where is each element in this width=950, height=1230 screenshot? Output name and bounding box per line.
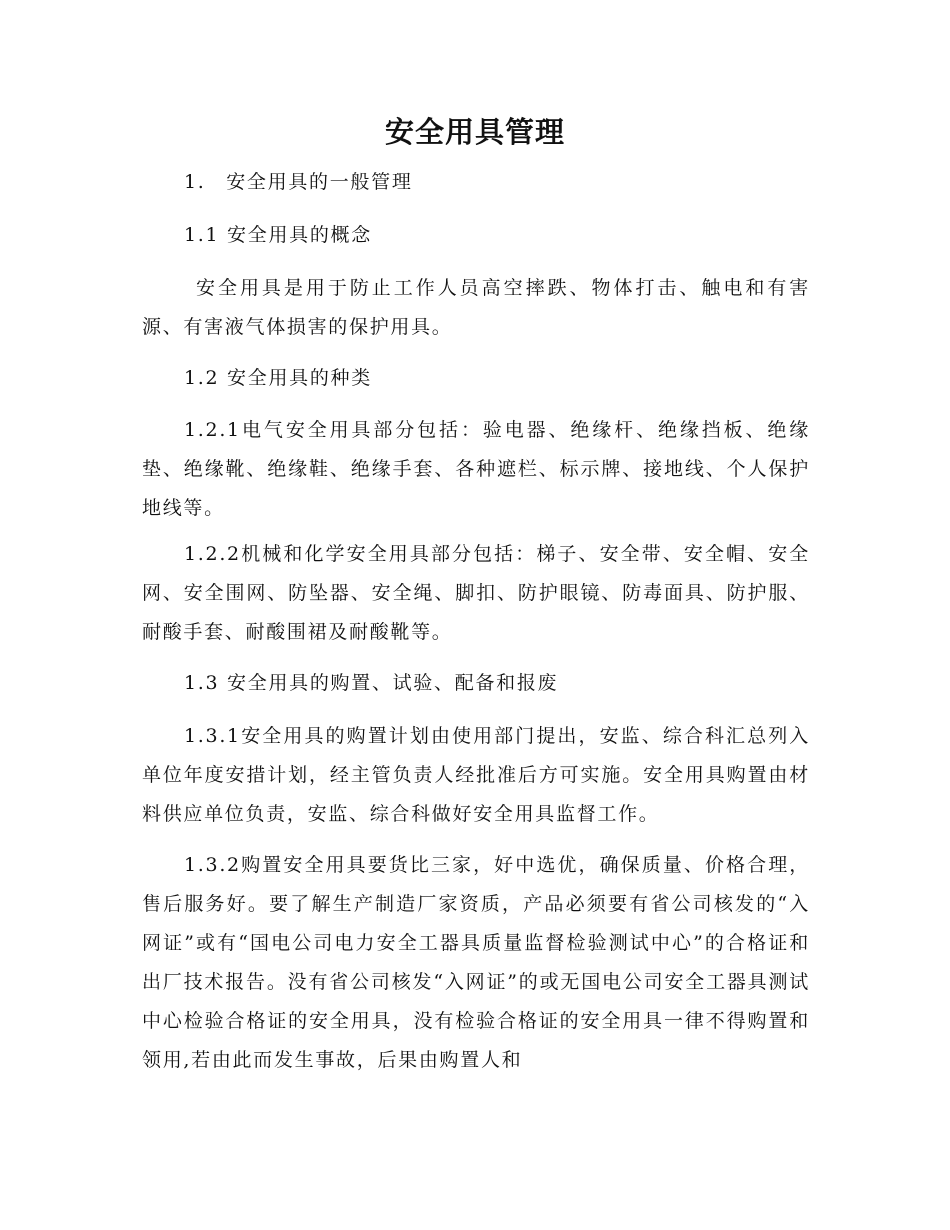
paragraph-purchase-requirements: 1.3.2购置安全用具要货比三家，好中选优，确保质量、价格合理，售后服务好。要了解生产制造厂家资质，产品必须要有省公司核发的“入网证”或有“国电公司电力安全工器具质量监督检验测试中心”的合格证和出厂技术报告。没有省公司核发“入网证”的或无国电公司安全工器具测试中心检验合格证的安全用具，没有检验合格证的安全用具一律不得购置和领用,若由此而发生事故，后果由购置人和 bbox=[142, 854, 810, 1071]
paragraph-purchase-plan: 1.3.1安全用具的购置计划由使用部门提出，安监、综合科汇总列入单位年度安措计划，经主管负责人经批准后方可实施。安全用具购置由材料供应单位负责，安监、综合科做好安全用具监督工作。 bbox=[142, 725, 810, 825]
paragraph-electrical-tools: 1.2.1电气安全用具部分包括：验电器、绝缘杆、绝缘挡板、绝缘垫、绝缘靴、绝缘鞋、绝缘手套、各种遮栏、标示牌、接地线、个人保护地线等。 bbox=[142, 419, 810, 519]
heading-section-1-2: 1.2 安全用具的种类 bbox=[184, 367, 372, 389]
paragraph-concept: 安全用具是用于防止工作人员高空摔跌、物体打击、触电和有害源、有害液气体损害的保护用具。 bbox=[142, 277, 810, 338]
heading-section-1-1: 1.1 安全用具的概念 bbox=[184, 224, 372, 246]
heading-section-1: 1. 安全用具的一般管理 bbox=[184, 171, 413, 193]
heading-section-1-3: 1.3 安全用具的购置、试验、配备和报废 bbox=[184, 672, 559, 694]
document-title: 安全用具管理 bbox=[384, 115, 565, 149]
paragraph-mechanical-chemical-tools: 1.2.2机械和化学安全用具部分包括：梯子、安全带、安全帽、安全网、安全围网、防坠器、安全绳、脚扣、防护眼镜、防毒面具、防护服、耐酸手套、耐酸围裙及耐酸靴等。 bbox=[142, 543, 810, 643]
